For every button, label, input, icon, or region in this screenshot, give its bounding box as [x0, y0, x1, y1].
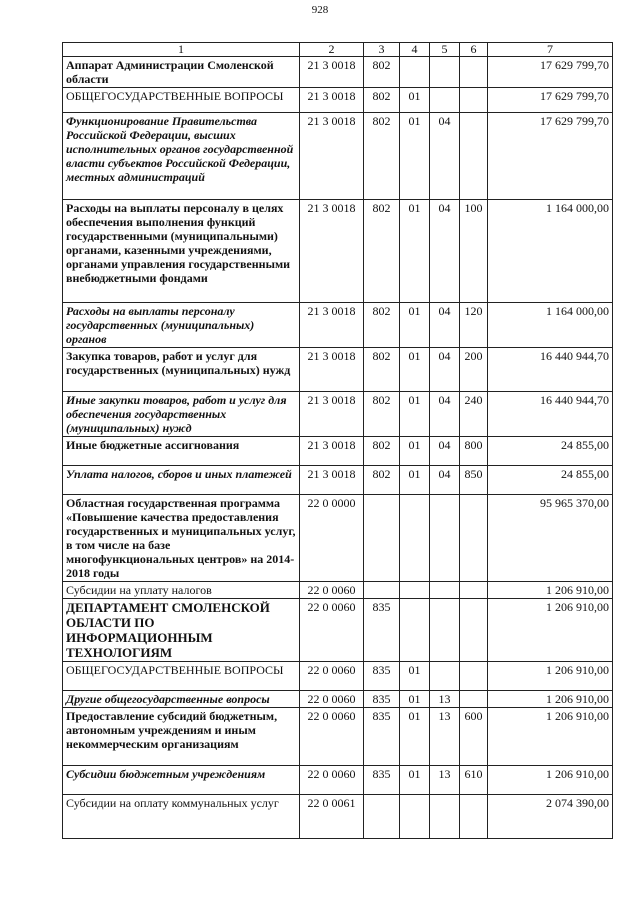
target-article-cell: 22 0 0060: [300, 708, 364, 766]
table-row: [63, 495, 613, 582]
expense-type-cell: 610: [460, 766, 488, 795]
target-article-cell: 22 0 0060: [300, 599, 364, 662]
subsection-code-cell: [430, 582, 460, 599]
section-code-cell: 01: [400, 303, 430, 348]
subsection-code-cell: 13: [430, 691, 460, 708]
expense-type-cell: 850: [460, 466, 488, 495]
section-code-cell: 01: [400, 437, 430, 466]
page-number: 928: [311, 4, 329, 16]
table-row: [63, 88, 613, 113]
row-name-cell: Иные бюджетные ассигнования: [63, 437, 300, 466]
ministry-code-cell: 802: [364, 303, 400, 348]
column-header: 7: [488, 43, 613, 57]
target-article-cell: 21 3 0018: [300, 200, 364, 303]
subsection-code-cell: 04: [430, 348, 460, 392]
target-article-cell: 21 3 0018: [300, 466, 364, 495]
target-article-cell: 21 3 0018: [300, 348, 364, 392]
row-name-cell: Субсидии на оплату коммунальных услуг: [63, 795, 300, 839]
table-row: [63, 582, 613, 599]
ministry-code-cell: 835: [364, 662, 400, 691]
table-row: [63, 348, 613, 392]
expense-type-cell: 600: [460, 708, 488, 766]
amount-cell: 17 629 799,70: [488, 57, 613, 88]
amount-cell: 1 164 000,00: [488, 303, 613, 348]
section-code-cell: 01: [400, 392, 430, 437]
row-name-cell: ОБЩЕГОСУДАРСТВЕННЫЕ ВОПРОСЫ: [63, 88, 300, 113]
ministry-code-cell: 802: [364, 437, 400, 466]
table-row: [63, 200, 613, 303]
table-row: [63, 466, 613, 495]
amount-cell: 16 440 944,70: [488, 348, 613, 392]
target-article-cell: 22 0 0000: [300, 495, 364, 582]
column-header: 6: [460, 43, 488, 57]
ministry-code-cell: [364, 495, 400, 582]
expense-type-cell: [460, 495, 488, 582]
row-name-cell: Другие общегосударственные вопросы: [63, 691, 300, 708]
expense-type-cell: [460, 113, 488, 200]
table-row: [63, 662, 613, 691]
ministry-code-cell: 835: [364, 708, 400, 766]
amount-cell: 1 164 000,00: [488, 200, 613, 303]
column-number-row: [63, 43, 613, 57]
row-name-cell: Уплата налогов, сборов и иных платежей: [63, 466, 300, 495]
ministry-code-cell: 835: [364, 691, 400, 708]
row-name-cell: Предоставление субсидий бюджетным, автономным учреждениям и иным некоммерческим организациям: [63, 708, 300, 766]
table-row: [63, 437, 613, 466]
row-name-cell: Областная государственная программа «Повышение качества предоставления государственных и муниципальных услуг, в том числе на базе многофункциональных центров» на 2014-2018 годы: [63, 495, 300, 582]
row-name-cell: ДЕПАРТАМЕНТ СМОЛЕНСКОЙ ОБЛАСТИ ПО ИНФОРМАЦИОННЫМ ТЕХНОЛОГИЯМ: [63, 599, 300, 662]
ministry-code-cell: 802: [364, 57, 400, 88]
subsection-code-cell: 13: [430, 766, 460, 795]
subsection-code-cell: [430, 795, 460, 839]
section-code-cell: 01: [400, 662, 430, 691]
section-code-cell: 01: [400, 200, 430, 303]
amount-cell: 24 855,00: [488, 437, 613, 466]
expense-type-cell: [460, 599, 488, 662]
expense-type-cell: [460, 691, 488, 708]
budget-table: [62, 42, 613, 839]
ministry-code-cell: 835: [364, 766, 400, 795]
subsection-code-cell: 04: [430, 200, 460, 303]
target-article-cell: 21 3 0018: [300, 88, 364, 113]
amount-cell: 2 074 390,00: [488, 795, 613, 839]
amount-cell: 24 855,00: [488, 466, 613, 495]
subsection-code-cell: [430, 88, 460, 113]
section-code-cell: 01: [400, 691, 430, 708]
subsection-code-cell: [430, 57, 460, 88]
section-code-cell: 01: [400, 88, 430, 113]
row-name-cell: Расходы на выплаты персоналу государственных (муниципальных) органов: [63, 303, 300, 348]
column-header: 4: [400, 43, 430, 57]
target-article-cell: 22 0 0060: [300, 662, 364, 691]
ministry-code-cell: 802: [364, 88, 400, 113]
target-article-cell: 21 3 0018: [300, 303, 364, 348]
subsection-code-cell: [430, 662, 460, 691]
subsection-code-cell: 04: [430, 437, 460, 466]
table-row: [63, 795, 613, 839]
ministry-code-cell: 802: [364, 466, 400, 495]
ministry-code-cell: [364, 582, 400, 599]
expense-type-cell: 200: [460, 348, 488, 392]
section-code-cell: [400, 57, 430, 88]
row-name-cell: Иные закупки товаров, работ и услуг для обеспечения государственных (муниципальных) нужд: [63, 392, 300, 437]
target-article-cell: 21 3 0018: [300, 437, 364, 466]
expense-type-cell: [460, 88, 488, 113]
expense-type-cell: [460, 662, 488, 691]
section-code-cell: [400, 582, 430, 599]
section-code-cell: 01: [400, 466, 430, 495]
section-code-cell: [400, 795, 430, 839]
table-row: [63, 392, 613, 437]
target-article-cell: 21 3 0018: [300, 392, 364, 437]
subsection-code-cell: [430, 495, 460, 582]
amount-cell: 16 440 944,70: [488, 392, 613, 437]
row-name-cell: Функционирование Правительства Российской Федерации, высших исполнительных органов государственной власти субъектов Российской Федерации, местных администраций: [63, 113, 300, 200]
target-article-cell: 22 0 0061: [300, 795, 364, 839]
amount-cell: 17 629 799,70: [488, 88, 613, 113]
amount-cell: 95 965 370,00: [488, 495, 613, 582]
section-code-cell: 01: [400, 113, 430, 200]
subsection-code-cell: 04: [430, 392, 460, 437]
ministry-code-cell: 802: [364, 113, 400, 200]
amount-cell: 1 206 910,00: [488, 599, 613, 662]
row-name-cell: Закупка товаров, работ и услуг для государственных (муниципальных) нужд: [63, 348, 300, 392]
column-header: 5: [430, 43, 460, 57]
expense-type-cell: 120: [460, 303, 488, 348]
subsection-code-cell: 04: [430, 466, 460, 495]
section-code-cell: 01: [400, 766, 430, 795]
section-code-cell: [400, 599, 430, 662]
expense-type-cell: 800: [460, 437, 488, 466]
expense-type-cell: [460, 795, 488, 839]
subsection-code-cell: 04: [430, 303, 460, 348]
column-header: 1: [63, 43, 300, 57]
amount-cell: 1 206 910,00: [488, 662, 613, 691]
subsection-code-cell: [430, 599, 460, 662]
section-code-cell: 01: [400, 708, 430, 766]
target-article-cell: 21 3 0018: [300, 113, 364, 200]
table-row: [63, 766, 613, 795]
subsection-code-cell: 04: [430, 113, 460, 200]
row-name-cell: Субсидии бюджетным учреждениям: [63, 766, 300, 795]
amount-cell: 1 206 910,00: [488, 766, 613, 795]
target-article-cell: 21 3 0018: [300, 57, 364, 88]
row-name-cell: Расходы на выплаты персоналу в целях обеспечения выполнения функций государственными (муниципальными) органами, казенными учреждениями, органами управления государственными внебюджетными фондами: [63, 200, 300, 303]
table-row: [63, 691, 613, 708]
table-row: [63, 708, 613, 766]
target-article-cell: 22 0 0060: [300, 582, 364, 599]
ministry-code-cell: 835: [364, 599, 400, 662]
column-header: 3: [364, 43, 400, 57]
expense-type-cell: 100: [460, 200, 488, 303]
ministry-code-cell: 802: [364, 348, 400, 392]
subsection-code-cell: 13: [430, 708, 460, 766]
expense-type-cell: 240: [460, 392, 488, 437]
section-code-cell: [400, 495, 430, 582]
table-row: [63, 599, 613, 662]
column-header: 2: [300, 43, 364, 57]
amount-cell: 1 206 910,00: [488, 691, 613, 708]
ministry-code-cell: 802: [364, 392, 400, 437]
ministry-code-cell: 802: [364, 200, 400, 303]
amount-cell: 17 629 799,70: [488, 113, 613, 200]
table-body: [63, 57, 613, 839]
amount-cell: 1 206 910,00: [488, 582, 613, 599]
target-article-cell: 22 0 0060: [300, 691, 364, 708]
section-code-cell: 01: [400, 348, 430, 392]
table-row: [63, 303, 613, 348]
row-name-cell: ОБЩЕГОСУДАРСТВЕННЫЕ ВОПРОСЫ: [63, 662, 300, 691]
ministry-code-cell: [364, 795, 400, 839]
table-row: [63, 113, 613, 200]
row-name-cell: Аппарат Администрации Смоленской области: [63, 57, 300, 88]
row-name-cell: Субсидии на уплату налогов: [63, 582, 300, 599]
amount-cell: 1 206 910,00: [488, 708, 613, 766]
expense-type-cell: [460, 57, 488, 88]
target-article-cell: 22 0 0060: [300, 766, 364, 795]
table-row: [63, 57, 613, 88]
expense-type-cell: [460, 582, 488, 599]
